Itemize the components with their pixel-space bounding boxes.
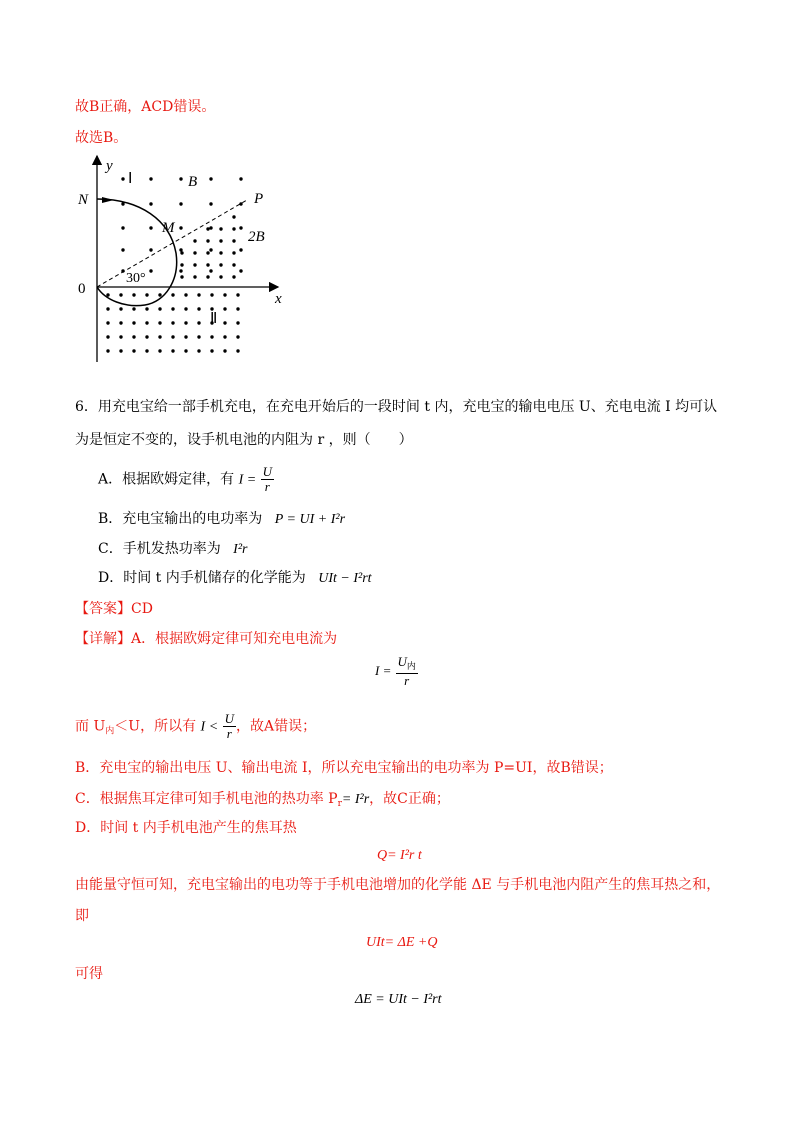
field-dot — [239, 269, 242, 272]
equation-3: UIt= ΔE +Q — [366, 935, 438, 950]
field-dot — [179, 177, 182, 180]
answer-line — [75, 599, 153, 619]
field-dot — [209, 269, 212, 272]
field-dot — [236, 349, 239, 352]
field-dot — [106, 307, 109, 310]
detail-text-a: A．根据欧姆定律可知充电电流为 — [131, 631, 338, 647]
field-dot — [132, 349, 135, 352]
field-dot — [158, 293, 161, 296]
option-d-label: D． — [98, 570, 124, 586]
field-dot — [239, 226, 242, 229]
equation-1: I = $\frac{U_内}{r}$ — [375, 654, 416, 688]
answer-value: CD — [131, 601, 153, 617]
field-dot — [232, 251, 235, 254]
detail-line5: D．时间 t 内手机电池产生的焦耳热 — [75, 820, 297, 836]
field-dot — [206, 239, 209, 242]
field-dot — [132, 321, 135, 324]
field-dot — [197, 307, 200, 310]
field-dot — [145, 307, 148, 310]
angle-label: 30° — [126, 271, 146, 286]
field-dot — [232, 239, 235, 242]
field-dot — [171, 321, 174, 324]
answer-tag: 【答案】 — [75, 601, 131, 617]
field-dot — [206, 263, 209, 266]
option-a-fraction: $\frac{U}{r}$ — [262, 464, 273, 494]
field-dot — [179, 269, 182, 272]
field-dot — [179, 226, 182, 229]
velocity-arrow-icon — [102, 197, 114, 203]
field-dot — [158, 307, 161, 310]
option-a-text: 根据欧姆定律，有 — [122, 471, 235, 488]
field-dot — [132, 293, 135, 296]
question-number: 6． — [75, 399, 98, 415]
field-dot — [149, 202, 152, 205]
option-c-formula: I²r — [233, 542, 248, 557]
question-stem-line1 — [75, 397, 717, 417]
point-n-label: N — [78, 192, 89, 208]
field-dot — [184, 307, 187, 310]
field-dot — [219, 263, 222, 266]
field-2b-label: 2B — [248, 229, 265, 245]
field-dot — [179, 248, 182, 251]
field-dot — [171, 293, 174, 296]
field-dot — [121, 226, 124, 229]
field-dot — [236, 335, 239, 338]
field-b-label: B — [188, 174, 198, 190]
detail-line6: 由能量守恒可知，充电宝输出的电功等于手机电池增加的化学能 ΔE 与手机电池内阻产生的焦耳热之和， — [75, 877, 721, 893]
field-dot — [239, 202, 242, 205]
field-dot — [236, 321, 239, 324]
field-dot — [119, 321, 122, 324]
field-dot — [223, 335, 226, 338]
option-c[interactable] — [98, 539, 247, 560]
field-dot — [158, 349, 161, 352]
y-axis-label: y — [106, 158, 113, 174]
field-dot — [149, 226, 152, 229]
detail-line4: C．根据焦耳定律可知手机电池的热功率 $P_r= I^2r$，故C正确； — [75, 791, 450, 809]
field-dot — [210, 335, 213, 338]
origin-label: 0 — [78, 281, 86, 297]
field-dot — [171, 307, 174, 310]
field-dot — [158, 335, 161, 338]
field-dot — [210, 293, 213, 296]
equation-2: Q= I²r t — [377, 848, 422, 863]
field-dot — [149, 269, 152, 272]
x-axis-label: x — [275, 291, 282, 307]
prev-conclusion: 故B正确，ACD错误。 — [75, 99, 216, 115]
field-dot — [197, 293, 200, 296]
field-dot — [180, 251, 183, 254]
field-dot — [184, 293, 187, 296]
option-a[interactable] — [98, 465, 274, 494]
field-dot — [121, 177, 124, 180]
point-m-label: M — [162, 220, 175, 236]
equation-1-fraction: $\frac{U_内}{r}$ — [397, 654, 416, 688]
field-dot — [106, 349, 109, 352]
field-dot — [223, 307, 226, 310]
detail-line7: 即 — [75, 908, 89, 924]
prev-choice: 故选B。 — [75, 130, 128, 146]
field-dot — [239, 248, 242, 251]
field-dot — [219, 275, 222, 278]
field-dot — [193, 275, 196, 278]
field-dot — [145, 293, 148, 296]
field-dot — [149, 177, 152, 180]
detail-line8: 可得 — [75, 966, 103, 982]
field-dot — [145, 335, 148, 338]
field-dot — [132, 307, 135, 310]
field-dot — [106, 321, 109, 324]
field-dot — [145, 321, 148, 324]
field-dot — [106, 335, 109, 338]
option-d-formula: UIt − I²rt — [318, 571, 372, 586]
field-dot — [180, 263, 183, 266]
detail-line3: B．充电宝的输出电压 U、输出电流 I，所以充电宝输出的电功率为 P=UI，故B错误； — [75, 760, 613, 776]
option-b-label: B． — [98, 511, 123, 527]
field-dot — [158, 321, 161, 324]
field-dot — [209, 177, 212, 180]
region-1-label: Ⅰ — [128, 171, 133, 187]
field-dot — [232, 275, 235, 278]
field-dot — [232, 263, 235, 266]
field-dot — [119, 307, 122, 310]
field-dot — [197, 321, 200, 324]
option-b-text: 充电宝输出的电功率为 — [122, 511, 263, 527]
detail-line2: 而 $U_内<U$，所以有 I < $\frac{U}{r}$ ，故A错误； — [75, 711, 317, 741]
question-stem-text: 用充电宝给一部手机充电，在充电开始后的一段时间 t 内，充电宝的输电电压 U、充电电流 I 均可认 — [97, 399, 718, 415]
field-dot — [209, 202, 212, 205]
field-dot — [145, 349, 148, 352]
field-dot — [193, 251, 196, 254]
equation-4: ΔE = UIt − I²rt — [355, 992, 442, 1007]
region-2-label: Ⅱ — [210, 311, 218, 327]
field-dot — [119, 349, 122, 352]
field-dot — [209, 226, 212, 229]
option-a-lhs: I = — [238, 472, 257, 488]
field-dot — [119, 293, 122, 296]
option-b[interactable] — [98, 509, 345, 530]
field-dot — [184, 321, 187, 324]
magnetic-field-figure — [70, 150, 300, 365]
field-dot — [219, 251, 222, 254]
field-dot — [149, 248, 152, 251]
field-dot — [180, 275, 183, 278]
trajectory-path — [97, 199, 177, 306]
option-b-formula: P = UI + I²r — [274, 512, 346, 527]
field-dot — [171, 349, 174, 352]
field-dot — [206, 227, 209, 230]
field-dot — [197, 349, 200, 352]
field-dot — [219, 227, 222, 230]
field-dot — [132, 335, 135, 338]
detail-line2-fraction: $\frac{U}{r}$ — [224, 711, 234, 741]
field-dot — [179, 202, 182, 205]
field-dot — [119, 335, 122, 338]
option-a-label: A． — [98, 471, 123, 488]
field-dot — [236, 307, 239, 310]
detail-tag: 【详解】 — [75, 631, 131, 647]
point-p-label: P — [254, 191, 264, 207]
field-dot — [232, 227, 235, 230]
field-dot — [206, 251, 209, 254]
field-dot — [184, 335, 187, 338]
field-dot — [239, 177, 242, 180]
field-dot — [206, 275, 209, 278]
field-dot — [193, 263, 196, 266]
question-stem-line2: 为是恒定不变的，设手机电池的内阻为 r ，则（ ） — [75, 432, 413, 448]
detail-line1 — [75, 629, 337, 649]
field-dot — [219, 239, 222, 242]
field-dot — [121, 248, 124, 251]
field-dot — [197, 335, 200, 338]
field-dot — [210, 349, 213, 352]
field-dot — [193, 239, 196, 242]
option-c-text: 手机发热功率为 — [122, 541, 221, 557]
field-dot — [223, 349, 226, 352]
field-dot — [223, 321, 226, 324]
field-dot — [184, 349, 187, 352]
field-dot — [171, 335, 174, 338]
option-d-text: 时间 t 内手机储存的化学能为 — [123, 570, 306, 586]
field-dot — [223, 293, 226, 296]
option-c-label: C． — [98, 541, 123, 557]
field-dot — [232, 215, 235, 218]
dashed-line-op — [97, 200, 247, 287]
field-dots — [106, 177, 242, 352]
field-dot — [209, 248, 212, 251]
option-d[interactable] — [98, 568, 372, 589]
field-dot — [236, 293, 239, 296]
